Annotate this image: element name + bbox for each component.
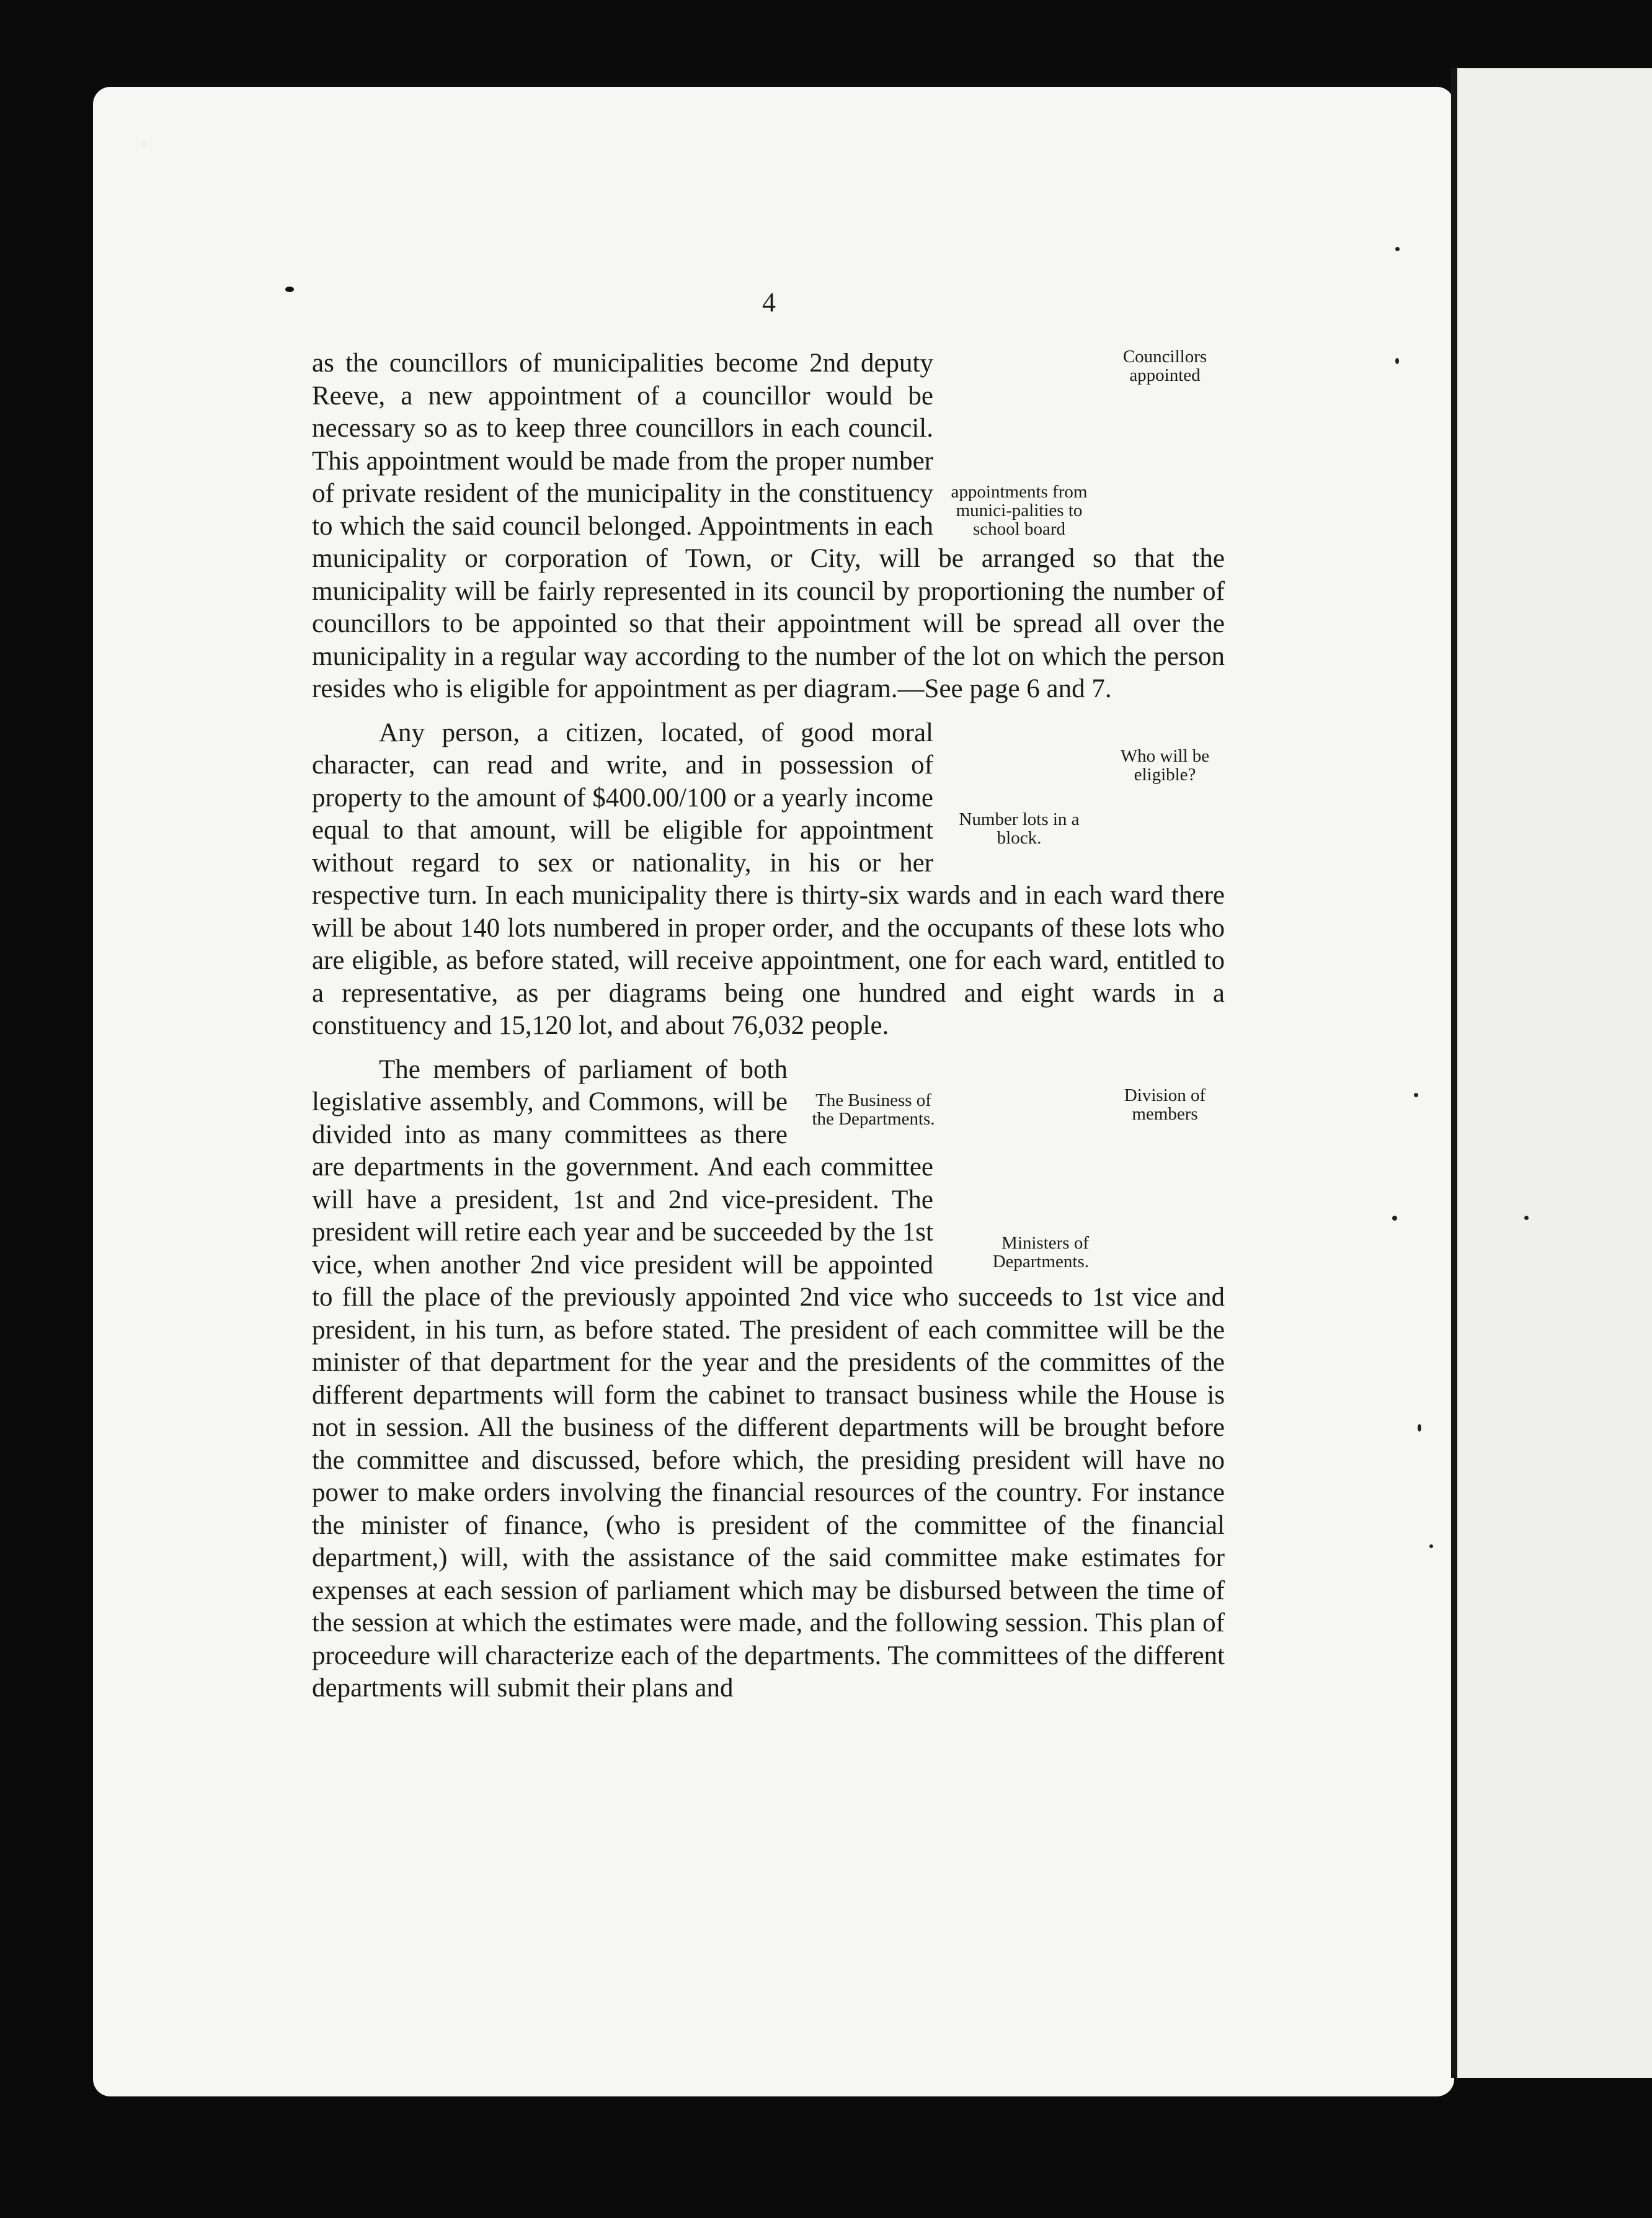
scan-speck [1418,1424,1421,1432]
paragraph-text: as the councillors of municipalities become 2nd deputy Reeve, a new appointment of a councillor would be necessary so as to keep three councillors in each council. This appointment would be made from the proper number of private resident of the municipality in the constituency to which the said council belonged. Appointments in each municipality or corporation of Town, or City, will be arranged so that the municipality will be fairly represented in its council by proportioning the number of councillors to be appointed so that their appointment will be spread all over the municipality in a regular way according to the number of the lot on which the person resides who is eligible for appointment as per diagram.—See page 6 and 7. [312,349,1225,703]
page-number: 4 [762,287,776,318]
scan-speck [1395,358,1399,364]
margin-note: Division of members [1124,1085,1206,1124]
scan-speck [1524,1216,1529,1220]
scan-speck [285,287,294,292]
body-text [312,347,1225,1705]
scan-speck [1392,1216,1397,1221]
scan-speck [141,141,146,146]
scan-speck [1429,1544,1433,1548]
paragraph-text: Any person, a citizen, located, of good moral character, can read and write, and in possession of property to the amount of $400.00/100 or a yearly income equal to that amount, will be eligible for appointment without regard to sex or nationality, in his or her respective turn. In each municipality there is thirty-six wards and in each ward there will be about 140 lots numbered in proper order, and the occupants of these lots who are eligible, as before stated, will receive appointment, one for each ward, entitled to a representative, as per diagrams being one hundred and eight wards in a constituency and 15,120 lot, and about 76,032 people. [312,718,1225,1040]
paragraph [312,717,1225,1043]
margin-note: Who will be eligible? [1120,746,1210,785]
scan-speck [1395,247,1400,251]
margin-note: appointments from munici-palities to school board [951,482,1088,539]
margin-note: Number lots in a block. [959,809,1080,848]
margin-note: The Business of the Departments. [812,1090,935,1129]
margin-note: Ministers of Departments. [992,1232,1089,1272]
margin-note: Councillors appointed [1122,347,1207,385]
adjacent-page-edge [1451,68,1652,2078]
paragraph-text: The members of parliament of both legislative assembly, and Commons, will be divided into as many committees as there are departments in the government. And each committee will have a president, 1st and 2nd vice-president. The president will retire each year and be succeeded by the 1st vice, when another 2nd vice president will be appointed to fill the place of the previously appointed 2nd vice who succeeds to 1st vice and president, in his turn, as before stated. The president of each committee will be the minister of that department for the year and the presidents of the committes of the different departments will form the cabinet to transact business while the House is not in session. All the business of the different departments will be brought before the committee and discussed, before which, the presiding president will have no power to make orders involving the financial resources of the country. For instance the minister of finance, (who is president of the committee of the financial department,) will, with the assistance of the said committee make estimates for expenses at each session of parliament which may be disbursed between the time of the session at which the estimates were made, and the following session. This plan of proceedure will characterize each of the departments. The committees of the different departments will submit their plans and [312,1054,1225,1703]
paragraph [312,1054,1225,1705]
scan-speck [1414,1093,1418,1097]
paragraph [312,347,1225,706]
